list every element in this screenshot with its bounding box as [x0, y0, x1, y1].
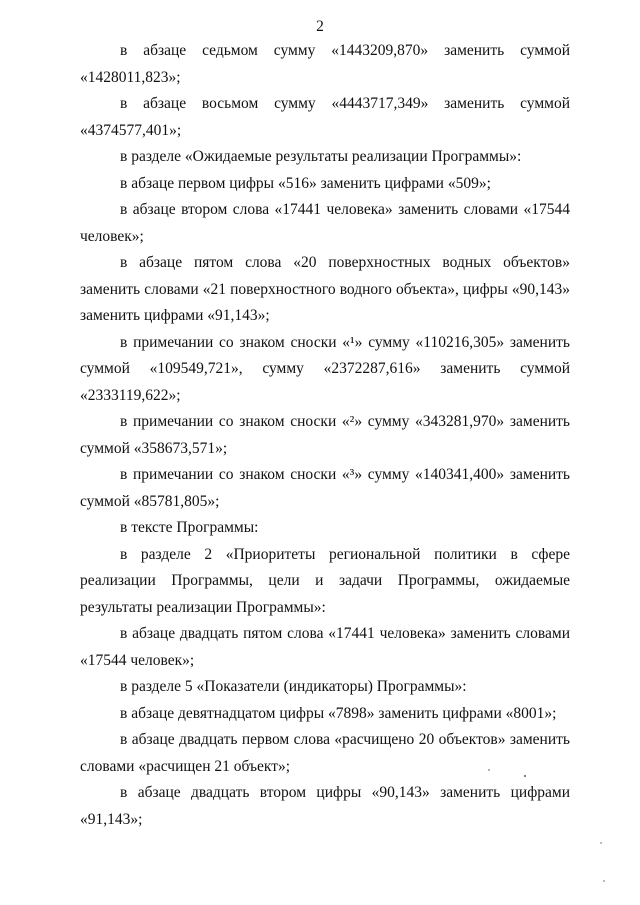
- paragraph-15: в абзаце двадцать первом слова «расчищено 20 объектов» заменить словами «расчищен 21 объект»;: [80, 731, 570, 775]
- paragraph-3: в разделе «Ожидаемые результаты реализации Программы»:: [120, 148, 522, 165]
- scan-speck: [524, 775, 526, 777]
- paragraph-1: в абзаце седьмом сумму «1443209,870» заменить суммой «1428011,823»;: [80, 42, 570, 86]
- paragraph-6: в абзаце пятом слова «20 поверхностных водных объектов» заменить словами «21 поверхностного водного объекта», цифры «90,143» заменить цифрами «91,143»;: [80, 254, 570, 324]
- paragraph-10: в тексте Программы:: [120, 519, 259, 536]
- paragraph-13: в разделе 5 «Показатели (индикаторы) Программы»:: [120, 678, 467, 695]
- scan-speck: [600, 842, 602, 844]
- scan-speck: [488, 769, 490, 771]
- paragraph-12: в абзаце двадцать пятом слова «17441 человека» заменить словами «17544 человек»;: [80, 625, 570, 669]
- paragraph-9: в примечании со знаком сноски «³» сумму «140341,400» заменить суммой «85781,805»;: [80, 466, 570, 510]
- paragraph-14: в абзаце девятнадцатом цифры «7898» заменить цифрами «8001»;: [120, 704, 557, 722]
- scan-speck: [603, 880, 605, 882]
- paragraph-4: в абзаце первом цифры «516» заменить цифрами «509»;: [120, 174, 491, 192]
- page-number: 2: [316, 18, 324, 35]
- paragraph-11: в разделе 2 «Приоритеты региональной политики в сфере реализации Программы, цели и задачи Программы, ожидаемые результаты реализации Программы»:: [80, 545, 570, 616]
- paragraph-7: в примечании со знаком сноски «¹» сумму «110216,305» заменить суммой «109549,721», сумму «2372287,616» заменить суммой «2333119,622»;: [80, 333, 570, 404]
- document-body: [80, 38, 570, 833]
- paragraph-16: в абзаце двадцать втором цифры «90,143» заменить цифрами «91,143»;: [80, 784, 570, 828]
- paragraph-2: в абзаце восьмом сумму «4443717,349» заменить суммой «4374577,401»;: [80, 95, 570, 139]
- paragraph-5: в абзаце втором слова «17441 человека» заменить словами «17544 человек»;: [80, 201, 570, 245]
- paragraph-8: в примечании со знаком сноски «²» сумму «343281,970» заменить суммой «358673,571»;: [80, 413, 570, 457]
